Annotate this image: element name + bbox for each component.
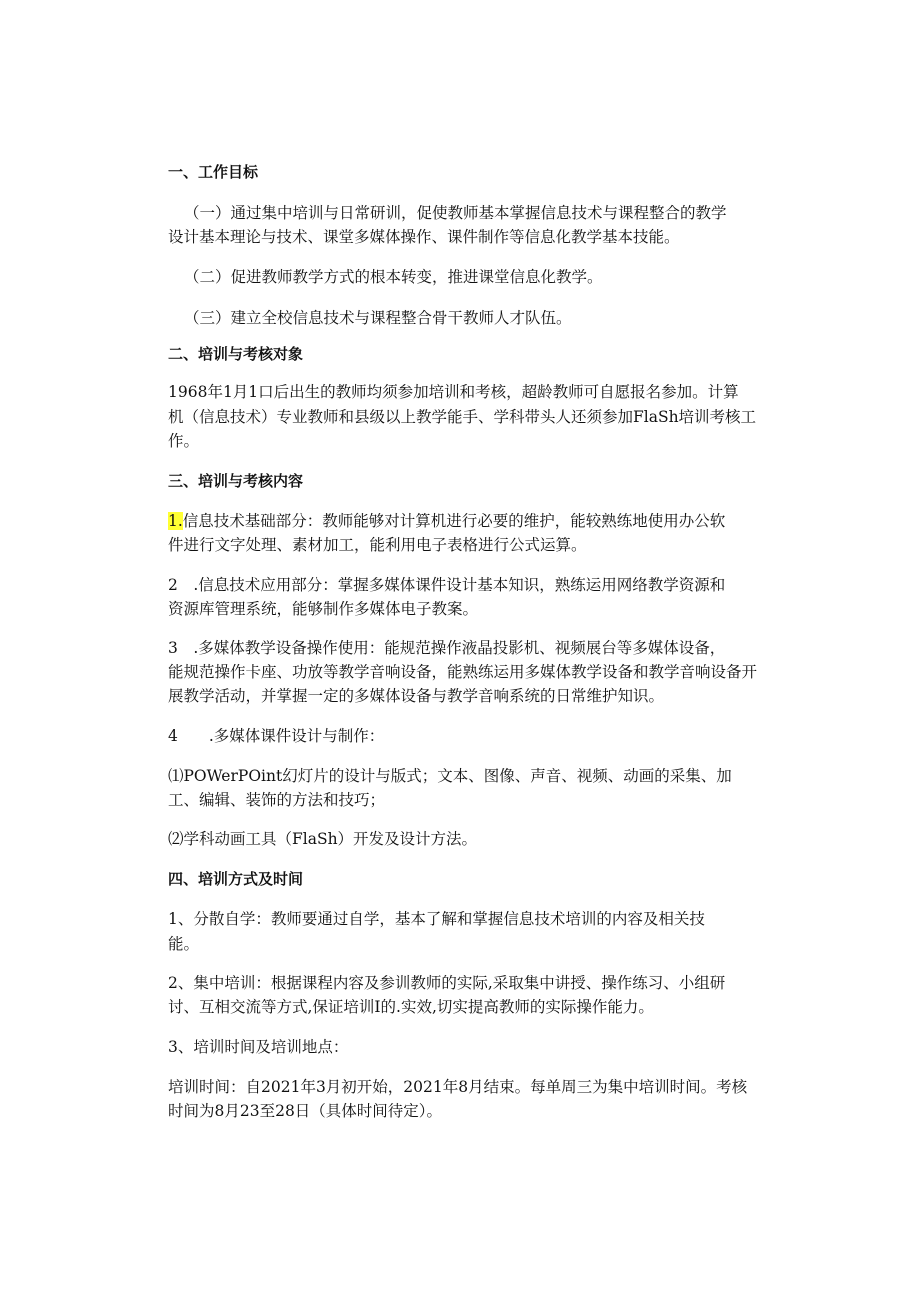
- section-heading-content: 三、培训与考核内容: [168, 472, 304, 490]
- paragraph-line: （三）建立全校信息技术与课程整合骨干教师人才队伍。: [184, 309, 572, 327]
- section-heading-targets: 二、培训与考核对象: [168, 345, 304, 363]
- paragraph-line: 设计基本理论与技术、课堂多媒体操作、课件制作等信息化教学基本技能。: [168, 228, 680, 246]
- highlighted-number: 1.: [168, 512, 183, 530]
- paragraph-line: 机（信息技术）专业教师和县级以上教学能手、学科带头人还须参加FlaSh培训考核工: [168, 408, 757, 426]
- section-heading-goals: 一、工作目标: [168, 163, 259, 181]
- paragraph-line: 件进行文字处理、素材加工，能利用电子表格进行公式运算。: [168, 536, 587, 554]
- paragraph-line: 3、培训时间及培训地点：: [168, 1038, 349, 1056]
- paragraph-line: 培训时间：自2021年3月初开始，2021年8月结束。每单周三为集中培训时间。考核: [168, 1078, 748, 1096]
- paragraph-line: 能。: [168, 935, 200, 953]
- paragraph-line: ⑵学科动画工具（FlaSh）开发及设计方法。: [168, 830, 478, 848]
- paragraph-line: ⑴POWerPOint幻灯片的设计与版式；文本、图像、声音、视频、动画的采集、加: [168, 767, 732, 785]
- paragraph-line: 时间为8月23至28日（具体时间待定）。: [168, 1102, 443, 1120]
- paragraph-line: 4 .多媒体课件设计与制作：: [168, 727, 385, 745]
- paragraph-line: 1、分散自学：教师要通过自学，基本了解和掌握信息技术培训的内容及相关技: [168, 910, 705, 928]
- paragraph-line: 讨、互相交流等方式,保证培训I的.实效,切实提高教师的实际操作能力。: [168, 998, 654, 1016]
- paragraph-line: 3 .多媒体教学设备操作使用：能规范操作液晶投影机、视频展台等多媒体设备，: [168, 639, 726, 657]
- paragraph-line: （二）促进教师教学方式的根本转变，推进课堂信息化教学。: [184, 268, 603, 286]
- paragraph-line: 能规范操作卡座、功放等教学音响设备，能熟练运用多媒体教学设备和教学音响设备开: [168, 663, 758, 681]
- section-heading-method: 四、培训方式及时间: [168, 870, 304, 888]
- paragraph-text: 信息技术基础部分：教师能够对计算机进行必要的维护，能较熟练地使用办公软: [182, 512, 726, 530]
- paragraph-line: 资源库管理系统，能够制作多媒体电子教案。: [168, 600, 479, 618]
- paragraph-line: 工、编辑、装饰的方法和技巧；: [168, 791, 386, 809]
- paragraph-line: 作。: [168, 432, 200, 450]
- paragraph-line: [168, 510, 725, 532]
- paragraph-line: 2、集中培训：根据课程内容及参训教师的实际,采取集中讲授、操作练习、小组研: [168, 974, 726, 992]
- paragraph-line: （一）通过集中培训与日常研训，促使教师基本掌握信息技术与课程整合的教学: [184, 204, 727, 222]
- paragraph-line: 展教学活动，并掌握一定的多媒体设备与教学音响系统的日常维护知识。: [168, 687, 665, 705]
- paragraph-line: 2 .信息技术应用部分：掌握多媒体课件设计基本知识，熟练运用网络教学资源和: [168, 576, 726, 594]
- paragraph-line: 1968年1月1口后出生的教师均须参加培训和考核，超龄教师可自愿报名参加。计算: [168, 383, 739, 401]
